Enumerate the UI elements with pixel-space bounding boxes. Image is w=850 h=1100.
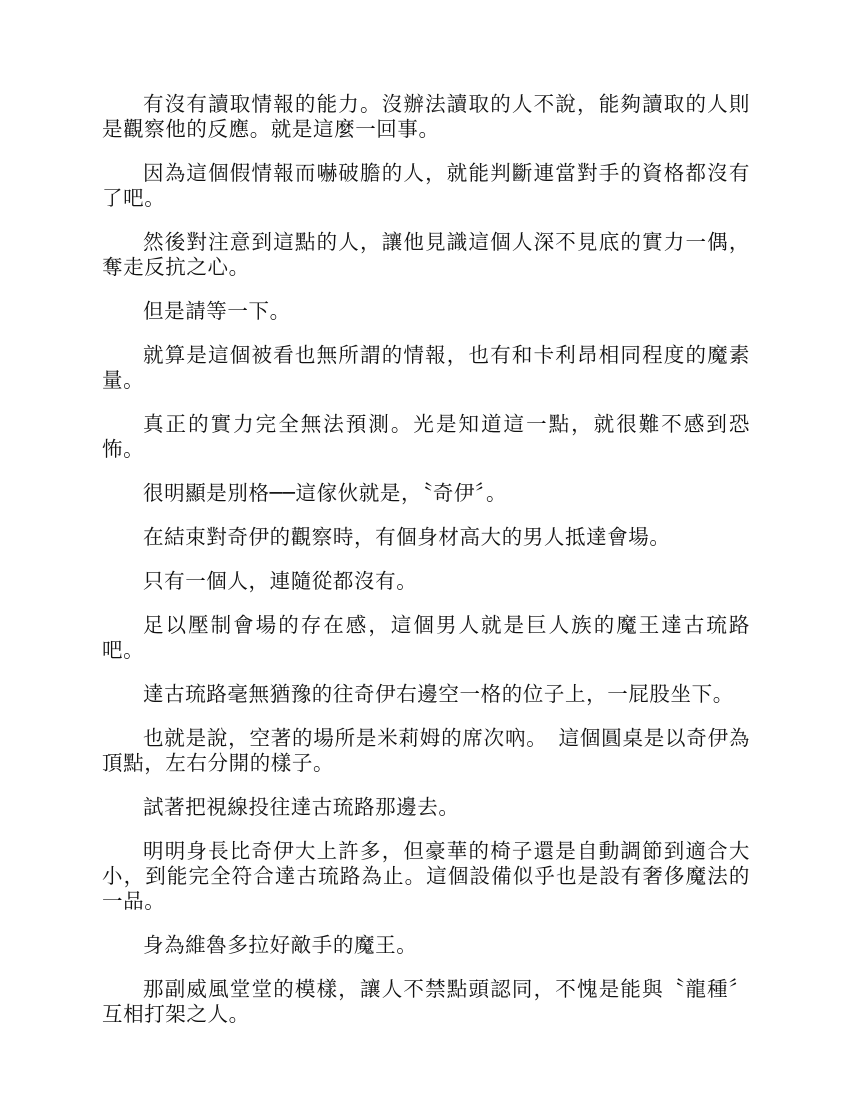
paragraph: 因為這個假情報而嚇破膽的人，就能判斷連當對手的資格都沒有了吧。 [102, 161, 750, 210]
paragraph: 但是請等一下。 [143, 299, 291, 323]
paragraph: 也就是說，空著的場所是米莉姆的席次吶。 這個圓桌是以奇伊為頂點，左右分開的樣子。 [102, 726, 750, 775]
paragraph: 有沒有讀取情報的能力。沒辦法讀取的人不說，能夠讀取的人則是觀察他的反應。就是這麼一回事。 [102, 92, 750, 141]
document-body [102, 92, 750, 1046]
paragraph: 在結束對奇伊的觀察時，有個身材高大的男人抵達會場。 [143, 525, 671, 549]
paragraph: 就算是這個被看也無所謂的情報，也有和卡利昂相同程度的魔素量。 [102, 343, 750, 392]
paragraph: 達古琉路毫無猶豫的往奇伊右邊空一格的位子上，一屁股坐下。 [143, 682, 734, 706]
paragraph: 只有一個人，連隨從都沒有。 [143, 569, 418, 593]
paragraph: 很明顯是別格──這傢伙就是，〝奇伊〞。 [143, 481, 508, 505]
paragraph: 身為維魯多拉好敵手的魔王。 [143, 933, 418, 957]
paragraph: 試著把視線投往達古琉路那邊去。 [143, 795, 460, 819]
paragraph: 足以壓制會場的存在感，這個男人就是巨人族的魔王達古琉路吧。 [102, 613, 750, 662]
paragraph: 那副威風堂堂的模樣，讓人不禁點頭認同，不愧是能與〝龍種〞互相打架之人。 [102, 977, 750, 1026]
paragraph: 然後對注意到這點的人，讓他見識這個人深不見底的實力一偶，奪走反抗之心。 [102, 230, 750, 279]
paragraph: 明明身長比奇伊大上許多，但豪華的椅子還是自動調節到適合大小，到能完全符合達古琉路為止。這個設備似乎也是設有奢侈魔法的一品。 [102, 839, 750, 913]
paragraph: 真正的實力完全無法預測。光是知道這一點，就很難不感到恐怖。 [102, 412, 750, 461]
